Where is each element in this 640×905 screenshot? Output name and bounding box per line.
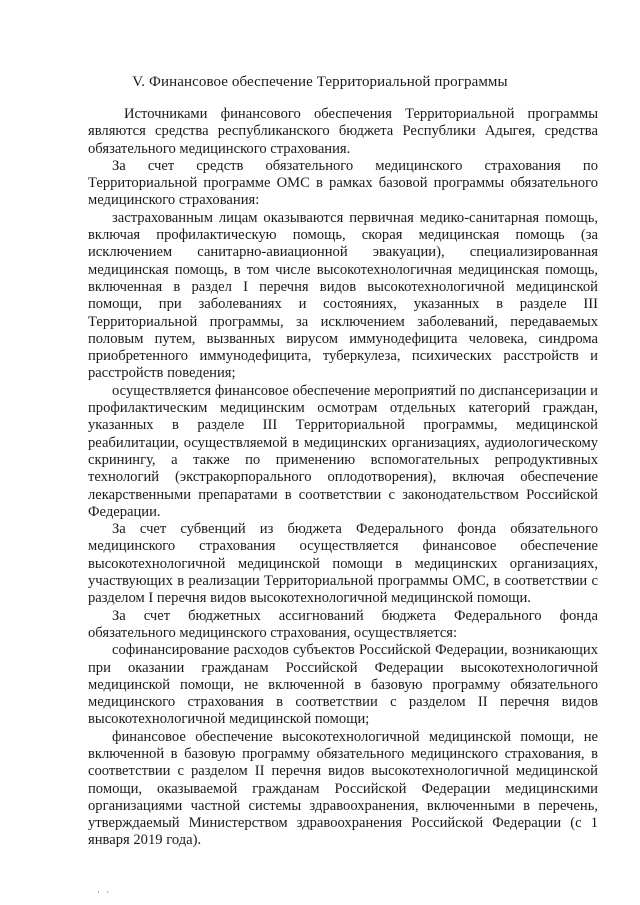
paragraph-insured-persons: застрахованным лицам оказываются первичная медико-санитарная помощь, включая профилактическую помощь, скорая медицинская помощь (за исключением санитарно-авиационной эвакуации), специализированная медицинская помощь, в том числе высокотехнологичная медицинская помощь, включенная в раздел I перечня видов высокотехнологичной медицинской помощи, при заболеваниях и состояниях, указанных в разделе III Территориальной программы, за исключением заболеваний, передаваемых половым путем, вызванных вирусом иммунодефицита человека, синдрома приобретенного иммунодефицита, туберкулеза, психических расстройств и расстройств поведения; [88, 209, 598, 382]
section-heading: V. Финансовое обеспечение Территориальной программы [132, 74, 508, 90]
paragraph-dispensary-financing: осуществляется финансовое обеспечение мероприятий по диспансеризации и профилактическим медицинским осмотрам отдельных категорий граждан, указанных в разделе III Территориальной программы, медицинской реабилитации, осуществляемой в медицинских организациях, аудиологическому скринингу, а также по применению вспомогательных репродуктивных технологий (экстракорпорального оплодотворения), включая обеспечение лекарственными препаратами в соответствии с законодательством Российской Федерации. [88, 382, 598, 520]
section-body [88, 106, 598, 850]
paragraph-funding-sources: Источниками финансового обеспечения Территориальной программы являются средства республиканского бюджета Республики Адыгея, средства обязательного медицинского страхования. [88, 106, 598, 157]
page-mark: · · [97, 887, 112, 897]
paragraph-cofinancing: софинансирование расходов субъектов Российской Федерации, возникающих при оказании гражданам Российской Федерации высокотехнологичной медицинской помощи, не включенной в базовую программу обязательного медицинского страхования в соответствии с разделом II перечня видов высокотехнологичной медицинской помощи; [88, 642, 598, 728]
paragraph-budget-allocations: За счет бюджетных ассигнований бюджета Федерального фонда обязательного медицинского страхования, осуществляется: [88, 607, 598, 641]
paragraph-hightech-financing: финансовое обеспечение высокотехнологичной медицинской помощи, не включенной в базовую программу обязательного медицинского страхования, в соответствии с разделом II перечня видов высокотехнологичной медицинской помощи, оказываемой гражданам Российской Федерации медицинскими организациями частной системы здравоохранения, включенными в перечень, утверждаемый Министерством здравоохранения Российской Федерации (с 1 января 2019 года). [88, 728, 598, 849]
paragraph-oms-funds: За счет средств обязательного медицинского страхования по Территориальной программе ОМС в рамках базовой программы обязательного медицинского страхования: [88, 157, 598, 209]
paragraph-subventions: За счет субвенций из бюджета Федерального фонда обязательного медицинского страхования осуществляется финансовое обеспечение высокотехнологичной медицинской помощи в медицинских организациях, участвующих в реализации Территориальной программы ОМС, в соответствии с разделом I перечня видов высокотехнологичной медицинской помощи. [88, 521, 598, 607]
